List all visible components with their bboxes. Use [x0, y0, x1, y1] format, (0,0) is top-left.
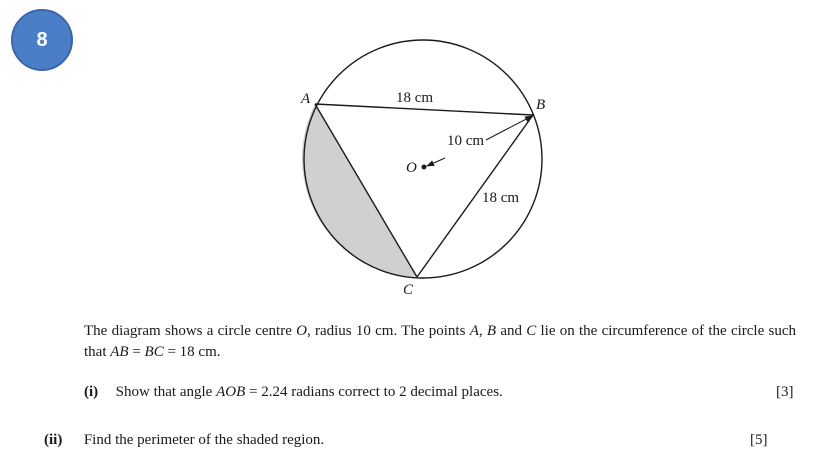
part-i-marks: [3]	[776, 384, 794, 400]
label-a: A	[301, 91, 311, 107]
label-bc-length: 18 cm	[482, 190, 520, 206]
label-c: C	[403, 282, 414, 298]
label-radius: 10 cm	[447, 133, 485, 149]
radius-line-inner	[427, 158, 445, 166]
part-ii	[44, 430, 324, 450]
part-i	[84, 382, 503, 402]
part-i-label: (i)	[84, 384, 99, 400]
label-b: B	[536, 97, 546, 113]
centre-point	[422, 165, 427, 170]
radius-line	[486, 116, 532, 140]
shaded-region	[302, 104, 417, 277]
label-ab-length: 18 cm	[396, 90, 434, 106]
question-number: 8	[36, 28, 48, 51]
question-stem: The diagram shows a circle centre O, radius 10 cm. The points A, B and C lie on the circumference of the circle such that AB = BC = 18 cm.	[84, 323, 796, 360]
part-ii-marks: [5]	[750, 432, 768, 448]
part-ii-text: Find the perimeter of the shaded region.	[83, 432, 325, 448]
label-o: O	[406, 160, 417, 176]
part-ii-label: (ii)	[44, 432, 63, 448]
part-i-text: Show that angle AOB = 2.24 radians correct to 2 decimal places.	[115, 384, 503, 400]
